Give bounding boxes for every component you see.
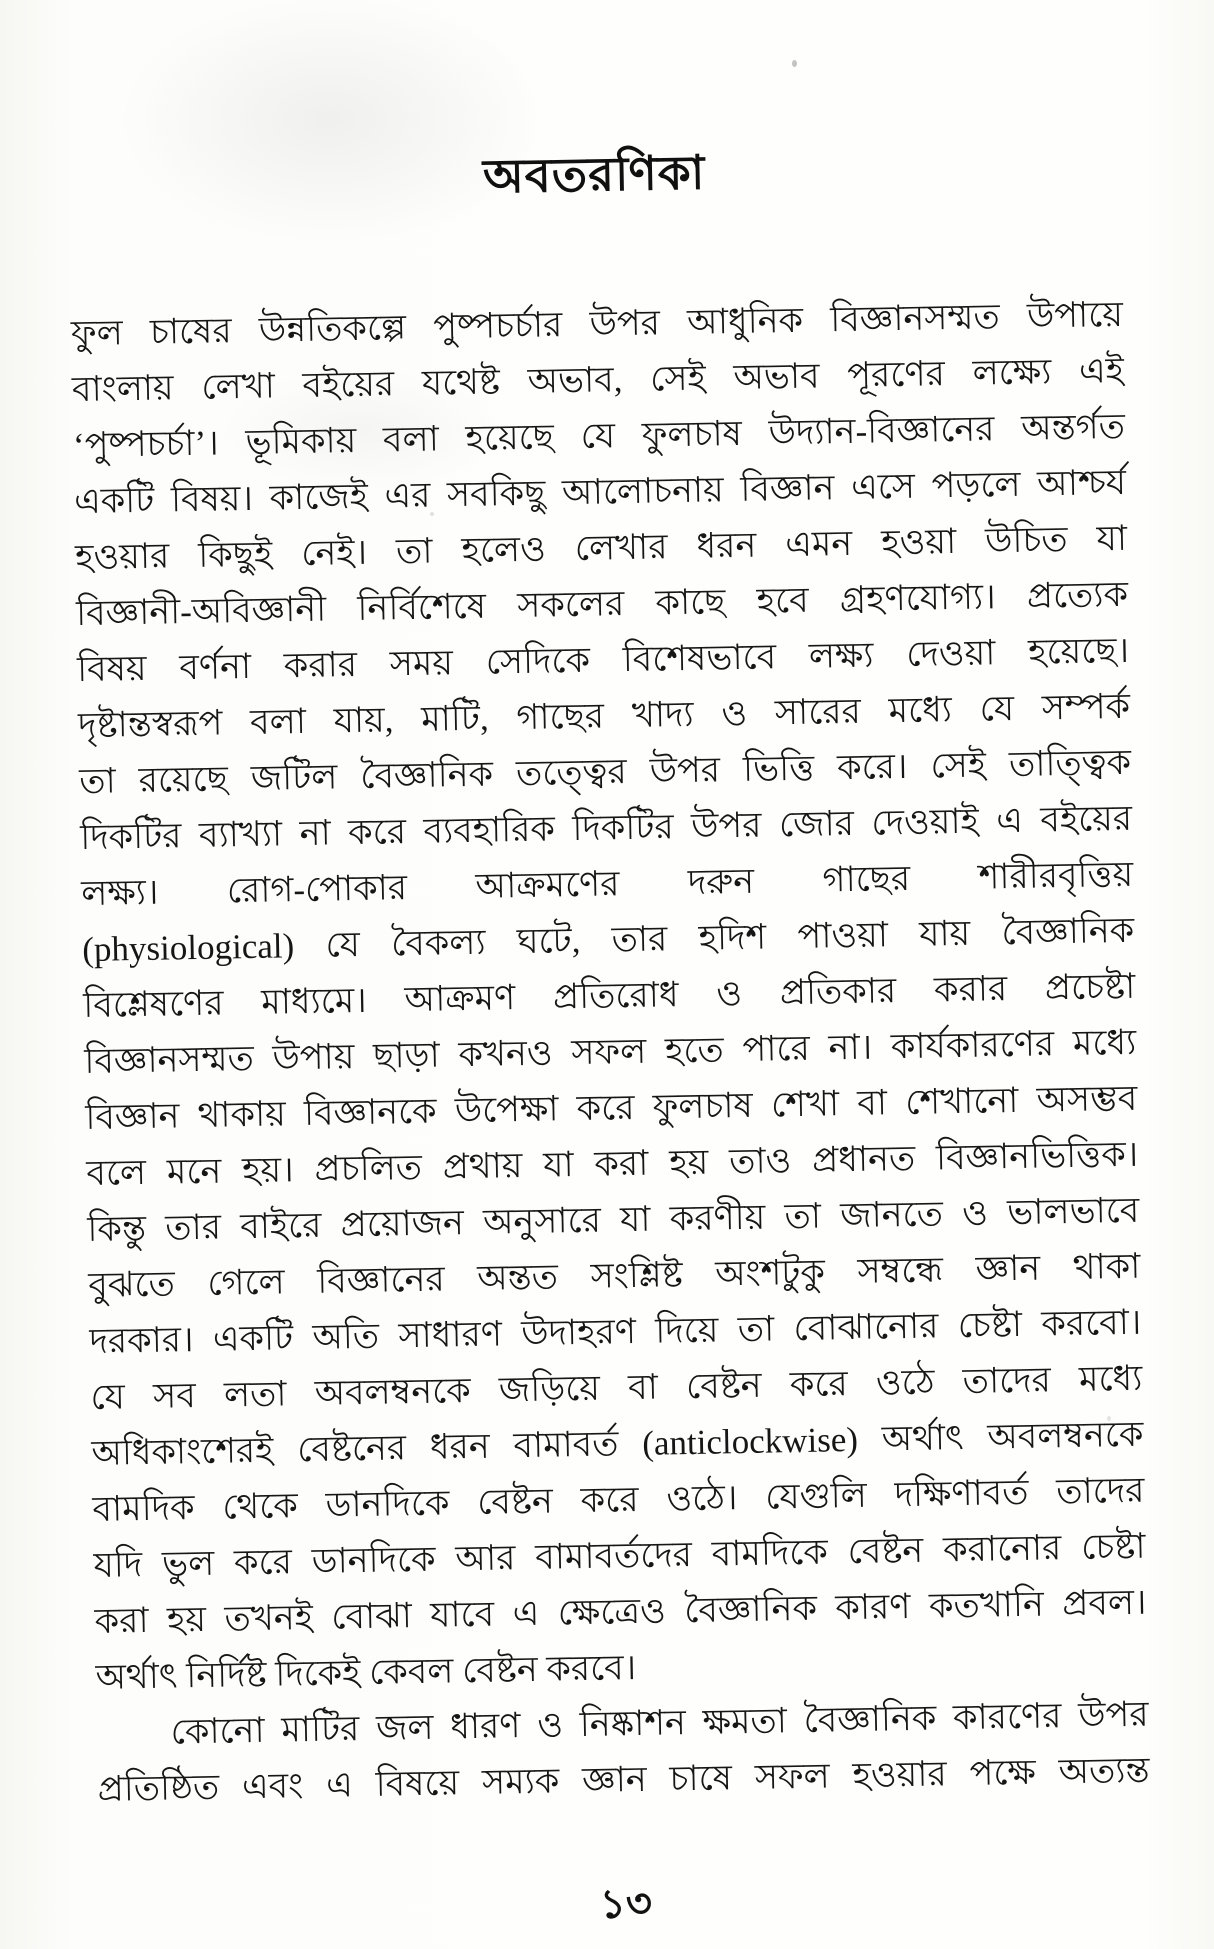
text-line: যে সব লতা অবলম্বনকে জড়িয়ে বা বেষ্টন করে ওঠে তাদের মধ্যে	[90, 1358, 1143, 1417]
text-line: অর্থাৎ নির্দিষ্ট দিকেই কেবল বেষ্টন করবে।	[95, 1648, 637, 1697]
text-line: করা হয় তখনই বোঝা যাবে এ ক্ষেত্রেও বৈজ্ঞানিক কারণ কতখানি প্রবল।	[94, 1582, 1147, 1641]
text-line: যদি ভুল করে ডানদিকে আর বামাবর্তদের বামদিকে বেষ্টন করানোর চেষ্টা	[93, 1526, 1146, 1585]
text-line: দৃষ্টান্তস্বরূপ বলা যায়, মাটি, গাছের খাদ্য ও সারের মধ্যে যে সম্পর্ক	[77, 686, 1131, 746]
page-body	[71, 287, 1151, 1818]
text-line: দরকার। একটি অতি সাধারণ উদাহরণ দিয়ে তা বোঝানোর চেষ্টা করবো।	[89, 1302, 1142, 1362]
text-line: একটি বিষয়। কাজেই এর সবকিছু আলোচনায় বিজ্ঞান এসে পড়লে আশ্চর্য	[73, 462, 1127, 522]
text-line: বুঝতে গেলে বিজ্ঞানের অন্তত সংশ্লিষ্ট অংশটুকু সম্বন্ধে জ্ঞান থাকা	[88, 1246, 1141, 1306]
text-line: লক্ষ্য। রোগ-পোকার আক্রমণের দরুন গাছের শারীরবৃত্তিয়	[80, 854, 1134, 914]
text-line: বিজ্ঞানসম্মত উপায় ছাড়া কখনও সফল হতে পারে না। কার্যকারণের মধ্যে	[84, 1022, 1137, 1082]
text-line: বিষয় বর্ণনা করার সময় সেদিকে বিশেষভাবে লক্ষ্য দেওয়া হয়েছে।	[76, 630, 1130, 690]
text-line: ফুল চাষের উন্নতিকল্পে পুষ্পচর্চার উপর আধুনিক বিজ্ঞানসম্মত উপায়ে	[70, 294, 1124, 354]
text-line: বিজ্ঞান থাকায় বিজ্ঞানকে উপেক্ষা করে ফুলচাষ শেখা বা শেখানো অসম্ভব	[85, 1078, 1138, 1138]
page-title: অবতরণিকা	[482, 147, 706, 204]
text-line: কিন্তু তার বাইরে প্রয়োজন অনুসারে যা করণীয় তা জানতে ও ভালভাবে	[87, 1190, 1140, 1250]
text-line: বলে মনে হয়। প্রচলিত প্রথায় যা করা হয় তাও প্রধানত বিজ্ঞানভিত্তিক।	[86, 1134, 1139, 1194]
text-line: প্রতিষ্ঠিত এবং এ বিষয়ে সম্যক জ্ঞান চাষে সফল হওয়ার পক্ষে অত্যন্ত	[97, 1750, 1150, 1809]
text-line: তা রয়েছে জটিল বৈজ্ঞানিক তত্ত্বের উপর ভিত্তি করে। সেই তাত্ত্বিক	[78, 742, 1132, 802]
text-line: দিকটির ব্যাখ্যা না করে ব্যবহারিক দিকটির উপর জোর দেওয়াই এ বইয়ের	[79, 798, 1133, 858]
text-line: বামদিক থেকে ডানদিকে বেষ্টন করে ওঠে। যেগুলি দক্ষিণাবর্ত তাদের	[92, 1470, 1145, 1529]
text-line: ‘পুষ্পচর্চা’। ভূমিকায় বলা হয়েছে যে ফুলচাষ উদ্যান-বিজ্ঞানের অন্তর্গত	[72, 406, 1126, 466]
page-number: ১৩	[599, 1880, 653, 1927]
text-line: হওয়ার কিছুই নেই। তা হলেও লেখার ধরন এমন হওয়া উচিত যা	[74, 518, 1128, 578]
text-line: বাংলায় লেখা বইয়ের যথেষ্ট অভাব, সেই অভাব পূরণের লক্ষ্যে এই	[71, 350, 1125, 410]
text-line: অধিকাংশেরই বেষ্টনের ধরন বামাবর্ত (anticlockwise) অর্থাৎ অবলম্বনকে	[91, 1414, 1144, 1473]
text-line: (physiological) যে বৈকল্য ঘটে, তার হদিশ পাওয়া যায় বৈজ্ঞানিক	[81, 910, 1135, 970]
text-line: বিজ্ঞানী-অবিজ্ঞানী নির্বিশেষে সকলের কাছে হবে গ্রহণযোগ্য। প্রত্যেক	[75, 574, 1129, 634]
text-line: বিশ্লেষণের মাধ্যমে। আক্রমণ প্রতিরোধ ও প্রতিকার করার প্রচেষ্টা	[82, 966, 1136, 1026]
text-line: কোনো মাটির জল ধারণ ও নিষ্কাশন ক্ষমতা বৈজ্ঞানিক কারণের উপর	[170, 1694, 1149, 1752]
